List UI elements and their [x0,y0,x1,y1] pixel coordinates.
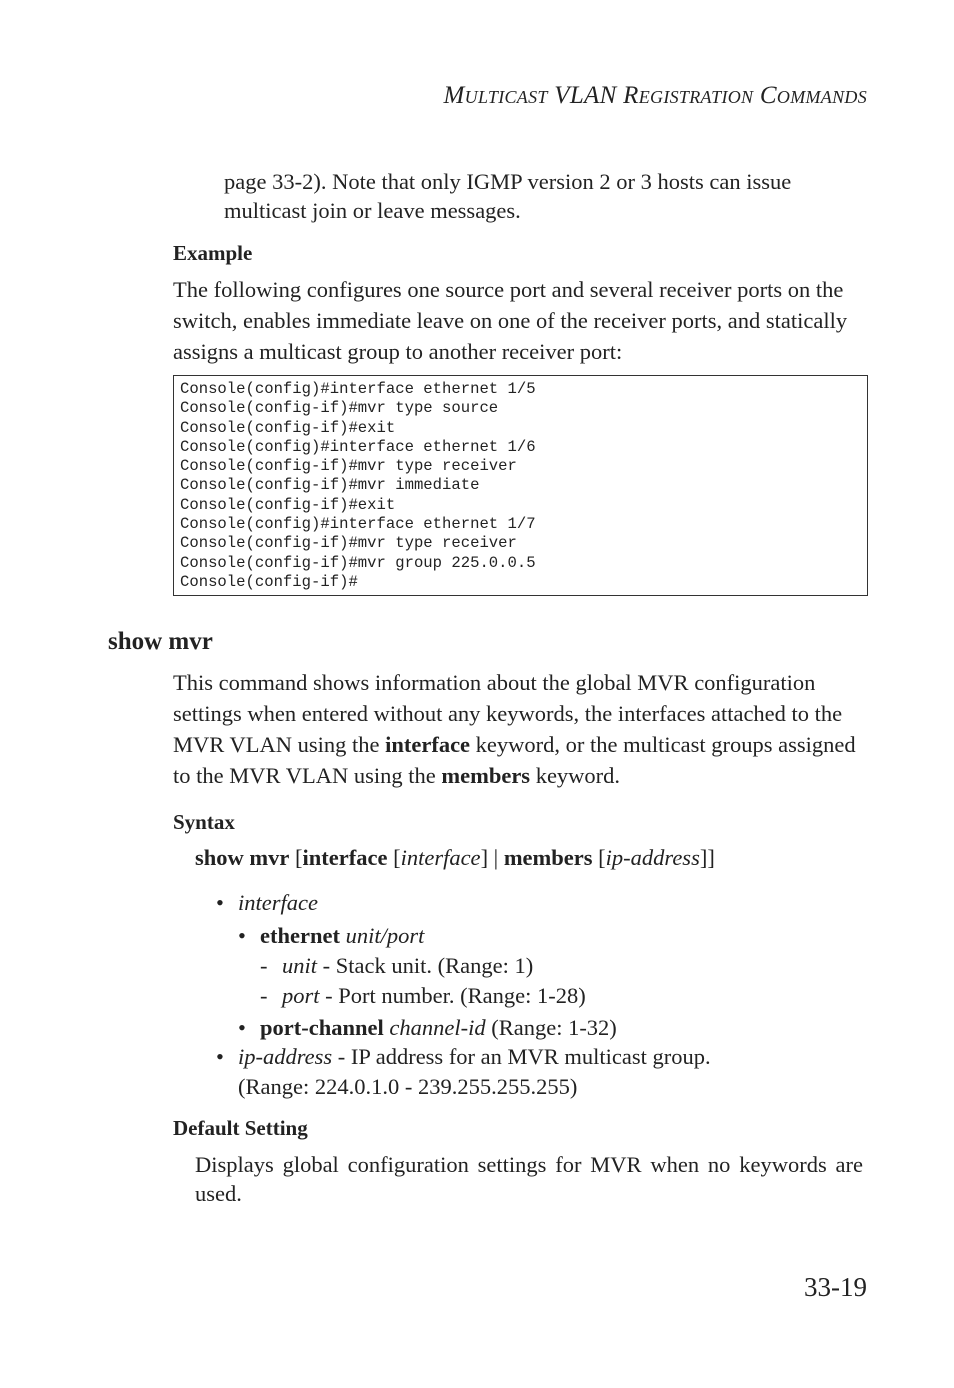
section-title: show mvr [108,628,213,655]
param-ethernet: • ethernet unit/port [238,923,425,948]
code-example [173,375,868,596]
param-ip-range: (Range: 224.0.1.0 - 239.255.255.255) [238,1074,578,1099]
param-unit: - unit - Stack unit. (Range: 1) [260,953,534,978]
code-line: Console(config-if)#mvr immediate [180,476,480,495]
code-line: Console(config)#interface ethernet 1/5 [180,380,536,398]
code-line: Console(config-if)#mvr type source [180,399,499,418]
intro-line-2: multicast join or leave messages. [224,198,521,223]
param-ip-address: • ip-address - IP address for an MVR multicast group. [216,1044,711,1069]
section-description: This command shows information about the global MVR configuration settings when entered without any keywords, the interfaces attached to the MVR VLAN using the interface keyword, or the multicast groups assigned to the MVR VLAN using the members keyword. [173,670,856,788]
param-interface: • interface [216,890,318,915]
code-line: Console(config-if)#mvr type receiver [180,457,517,476]
code-line: Console(config-if)#mvr type receiver [180,534,517,553]
example-heading: Example [173,241,253,265]
default-description: Displays global configuration settings for MVR when no keywords are used. [195,1152,863,1206]
page-number: 33-19 [804,1272,867,1302]
code-line: Console(config)#interface ethernet 1/7 [180,515,536,534]
running-header: MULTICAST VLAN REGISTRATION COMMANDS [443,82,867,109]
code-line: Console(config)#interface ethernet 1/6 [180,437,536,456]
syntax-line: show mvr [interface [interface] | members [ip-address]] [195,845,715,870]
syntax-heading: Syntax [173,810,235,834]
param-port: - port - Port number. (Range: 1-28) [260,983,586,1008]
code-line: Console(config-if)#exit [180,418,396,437]
code-line: Console(config-if)# [180,572,358,591]
param-port-channel: • port-channel channel-id (Range: 1-32) [238,1015,617,1040]
intro-paragraph [224,166,791,226]
example-description: The following configures one source port and several receiver ports on the switch, enables immediate leave on one of the receiver ports, and statically assigns a multicast group to another receiver port: [173,277,848,364]
code-line: Console(config-if)#exit [180,495,396,514]
default-heading: Default Setting [173,1116,308,1140]
code-line: Console(config-if)#mvr group 225.0.0.5 [180,553,536,572]
intro-line-1: page 33-2). Note that only IGMP version 2 or 3 hosts can issue [224,169,792,194]
